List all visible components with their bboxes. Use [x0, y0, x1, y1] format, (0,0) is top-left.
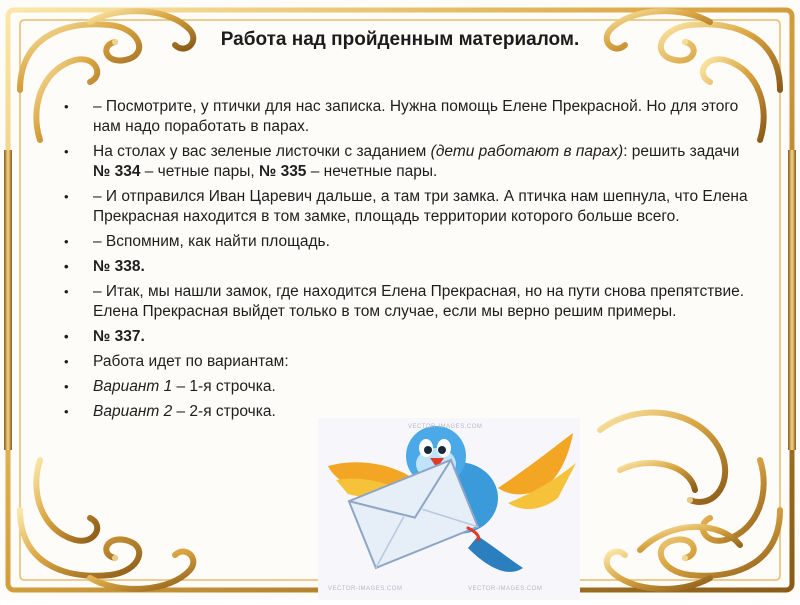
- bullet-list: [60, 97, 750, 422]
- bullet-marker: •: [64, 99, 69, 114]
- bullet-marker: •: [64, 354, 69, 369]
- bullet-text: – 2-я строчка.: [172, 403, 276, 420]
- watermark-top: VECTOR-IMAGES.COM: [408, 424, 483, 430]
- bullet-text: Вариант 1: [93, 378, 173, 395]
- bullet-marker: •: [64, 404, 69, 419]
- bullet-marker: •: [64, 234, 69, 249]
- bullet-text: (дети работают в парах): [430, 143, 624, 160]
- bullet-text: – Итак, мы нашли замок, где находится Елена Прекрасная, но на пути снова препятствие. Елена Прекрасная выйдет только в том случае, если мы верно решим примеры.: [93, 283, 745, 320]
- bullet-text: – И отправился Иван Царевич дальше, а там три замка. А птичка нам шепнула, что Елена Прекрасная находится в том замке, площадь территории которого больше всего.: [93, 188, 748, 225]
- bullet-text: № 335: [258, 163, 307, 180]
- bullet-text: – Посмотрите, у птички для нас записка. Нужна помощь Елене Прекрасной. Но для этого нам надо поработать в парах.: [93, 98, 739, 135]
- bullet-text: – Вспомним, как найти площадь.: [93, 233, 330, 250]
- bullet-item: [60, 232, 750, 252]
- bullet-marker: •: [64, 189, 69, 204]
- bullet-item: [60, 257, 750, 277]
- bullet-text: № 337.: [93, 328, 145, 345]
- bullet-marker: •: [64, 144, 69, 159]
- bullet-text: № 334: [93, 163, 141, 180]
- bullet-item: [60, 282, 750, 322]
- bird-illustration: [318, 418, 580, 600]
- bullet-item: [60, 352, 750, 372]
- bullet-item: [60, 377, 750, 397]
- bullet-text: № 338.: [93, 258, 145, 275]
- bullet-text: – 1-я строчка.: [172, 378, 276, 395]
- bullet-item: [60, 327, 750, 347]
- bullet-text: – нечетные пары.: [306, 163, 438, 180]
- bullet-item: [60, 187, 750, 227]
- watermark-bottom-right: VECTOR-IMAGES.COM: [468, 586, 543, 592]
- bullet-text: На столах у вас зеленые листочки с заданием: [93, 143, 431, 160]
- bullet-item: [60, 142, 750, 182]
- bullet-item: [60, 97, 750, 137]
- bullet-marker: •: [64, 284, 69, 299]
- slide-title: Работа над пройденным материалом.: [220, 29, 580, 50]
- bird-with-letter-icon: [318, 418, 580, 600]
- watermark-bottom-left: VECTOR-IMAGES.COM: [328, 586, 403, 592]
- slide-body: [60, 97, 750, 427]
- bullet-marker: •: [64, 259, 69, 274]
- bullet-text: Работа идет по вариантам:: [93, 353, 289, 370]
- bullet-text: Вариант 2: [93, 403, 173, 420]
- bullet-marker: •: [64, 329, 69, 344]
- bullet-text: : решить задачи: [623, 143, 740, 160]
- bullet-text: – четные пары,: [140, 163, 259, 180]
- bullet-marker: •: [64, 379, 69, 394]
